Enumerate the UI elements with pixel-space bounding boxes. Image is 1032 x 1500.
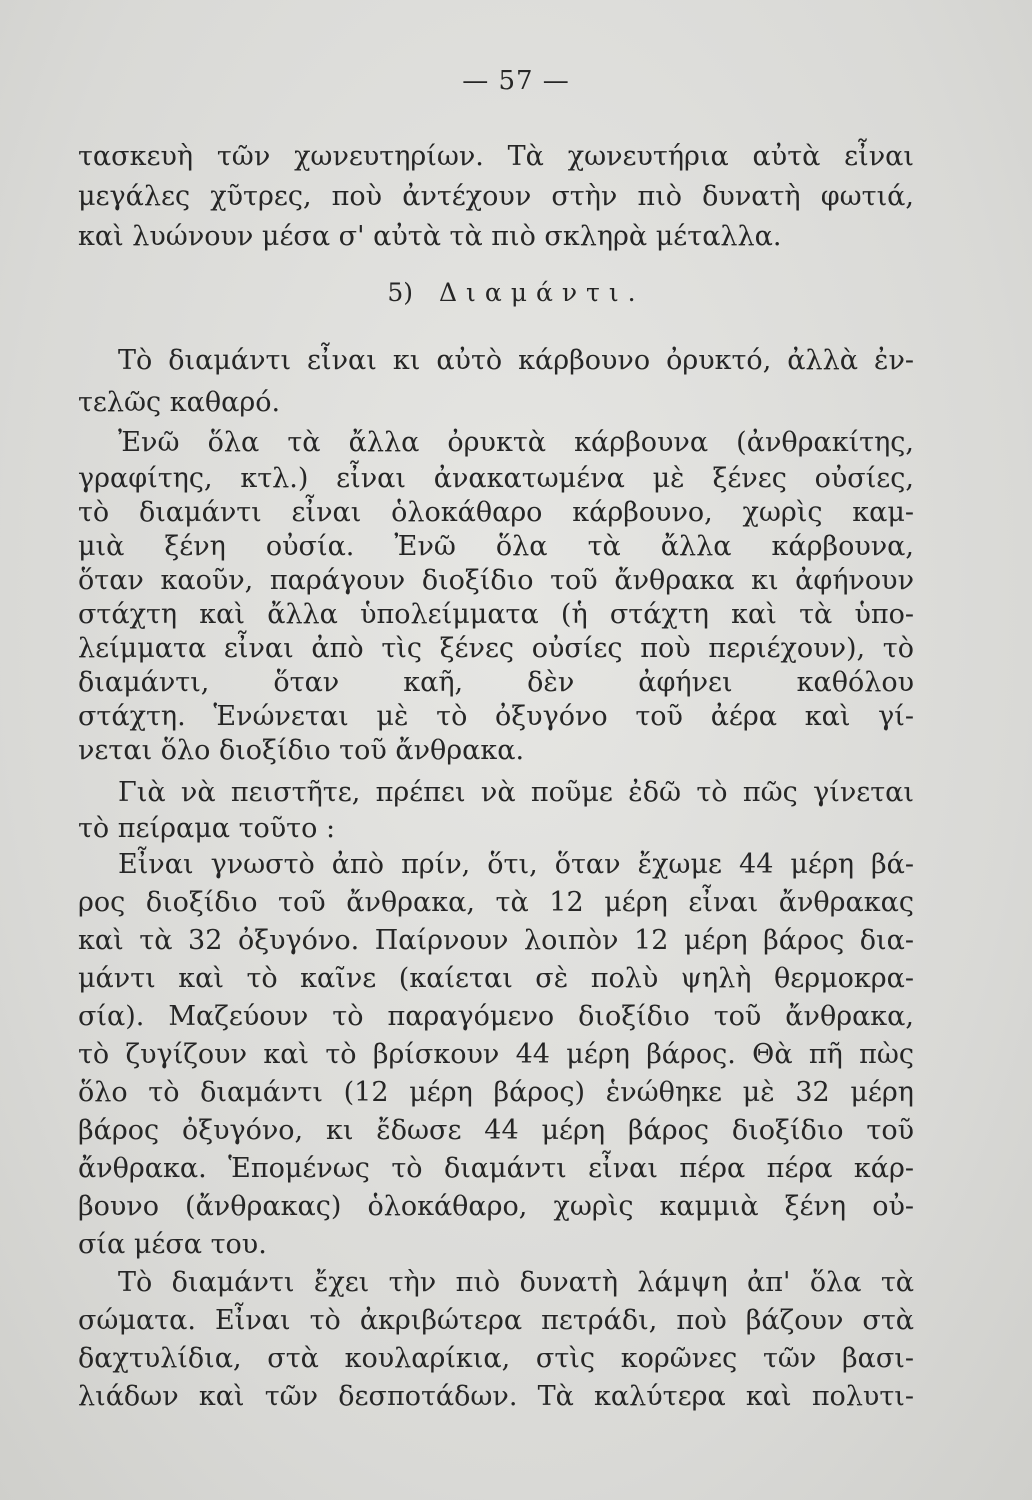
text-line: ρος διοξίδιο τοῦ ἄνθρακα, τὰ 12 μέρη εἶναι ἄνθρακας bbox=[78, 887, 914, 918]
text-line: μεγάλες χῦτρες, ποὺ ἀντέχουν στὴν πιὸ δυνατὴ φωτιά, bbox=[78, 181, 914, 212]
text-line: Τὸ διαμάντι ἔχει τὴν πιὸ δυνατὴ λάμψη ἀπ' ὅλα τὰ bbox=[118, 1267, 914, 1298]
text-line: βουνο (ἄνθρακας) ὁλοκάθαρο, χωρὶς καμμιὰ ξένη οὐ- bbox=[78, 1191, 914, 1222]
text-line: σώματα. Εἶναι τὸ ἀκριβώτερα πετράδι, ποὺ βάζουν στὰ bbox=[78, 1305, 914, 1336]
text-line: τὸ πείραμα τοῦτο : bbox=[78, 813, 336, 844]
text-line: καὶ λυώνουν μέσα σ' αὐτὰ τὰ πιὸ σκληρὰ μέταλλα. bbox=[78, 221, 782, 252]
text-line: Γιὰ νὰ πειστῆτε, πρέπει νὰ ποῦμε ἐδῶ τὸ πῶς γίνεται bbox=[118, 777, 914, 808]
text-line: τὸ διαμάντι εἶναι ὁλοκάθαρο κάρβουνο, χωρὶς καμ- bbox=[78, 497, 914, 528]
page-number: — 57 — bbox=[462, 66, 570, 96]
text-line: γραφίτης, κτλ.) εἶναι ἀνακατωμένα μὲ ξένες οὐσίες, bbox=[78, 463, 914, 494]
text-line: Τὸ διαμάντι εἶναι κι αὐτὸ κάρβουνο ὀρυκτό, ἀλλὰ ἐν- bbox=[118, 345, 914, 376]
text-line: νεται ὅλο διοξίδιο τοῦ ἄνθρακα. bbox=[78, 735, 525, 766]
text-line: στάχτη καὶ ἄλλα ὑπολείμματα (ἡ στάχτη καὶ τὰ ὑπο- bbox=[78, 599, 914, 630]
text-line: σία). Μαζεύουν τὸ παραγόμενο διοξίδιο τοῦ ἄνθρακα, bbox=[78, 1001, 914, 1032]
text-line: τασκευὴ τῶν χωνευτηρίων. Τὰ χωνευτήρια αὐτὰ εἶναι bbox=[78, 141, 914, 172]
text-line: τὸ ζυγίζουν καὶ τὸ βρίσκουν 44 μέρη βάρος. Θὰ πῆ πὼς bbox=[78, 1039, 914, 1070]
text-line: μιὰ ξένη οὐσία. Ἐνῶ ὅλα τὰ ἄλλα κάρβουνα, bbox=[78, 531, 914, 562]
text-line: δαχτυλίδια, στὰ κουλαρίκια, στὶς κορῶνες τῶν βασι- bbox=[78, 1343, 914, 1374]
text-line: ὅλο τὸ διαμάντι (12 μέρη βάρος) ἑνώθηκε μὲ 32 μέρη bbox=[78, 1077, 914, 1108]
text-line: βάρος ὀξυγόνο, κι ἔδωσε 44 μέρη βάρος διοξίδιο τοῦ bbox=[78, 1115, 914, 1146]
text-line: Εἶναι γνωστὸ ἀπὸ πρίν, ὅτι, ὅταν ἔχωμε 44 μέρη βά- bbox=[118, 849, 914, 880]
text-line: ἄνθρακα. Ἑπομένως τὸ διαμάντι εἶναι πέρα πέρα κάρ- bbox=[78, 1153, 914, 1184]
text-line: Ἐνῶ ὅλα τὰ ἄλλα ὀρυκτὰ κάρβουνα (ἀνθρακίτης, bbox=[118, 427, 914, 458]
section-title: Διαμάντι. bbox=[438, 278, 645, 307]
text-line: λείμματα εἶναι ἀπὸ τὶς ξένες οὐσίες ποὺ περιέχουν), τὸ bbox=[78, 633, 914, 664]
text-line: στάχτη. Ἑνώνεται μὲ τὸ ὀξυγόνο τοῦ ἀέρα καὶ γί- bbox=[78, 701, 914, 732]
text-line: καὶ τὰ 32 ὀξυγόνο. Παίρνουν λοιπὸν 12 μέρη βάρος δια- bbox=[78, 925, 914, 956]
text-line: σία μέσα του. bbox=[78, 1229, 267, 1260]
text-line: λιάδων καὶ τῶν δεσποτάδων. Τὰ καλύτερα καὶ πολυτι- bbox=[78, 1381, 914, 1412]
text-line: μάντι καὶ τὸ καῖνε (καίεται σὲ πολὺ ψηλὴ θερμοκρα- bbox=[78, 963, 914, 994]
text-line: τελῶς καθαρό. bbox=[78, 387, 281, 418]
text-line: διαμάντι, ὅταν καῆ, δὲν ἀφήνει καθόλου bbox=[78, 667, 914, 698]
text-line: ὅταν καοῦν, παράγουν διοξίδιο τοῦ ἄνθρακα κι ἀφήνουν bbox=[78, 565, 914, 596]
section-heading bbox=[0, 278, 1032, 307]
section-number: 5) bbox=[387, 278, 414, 307]
